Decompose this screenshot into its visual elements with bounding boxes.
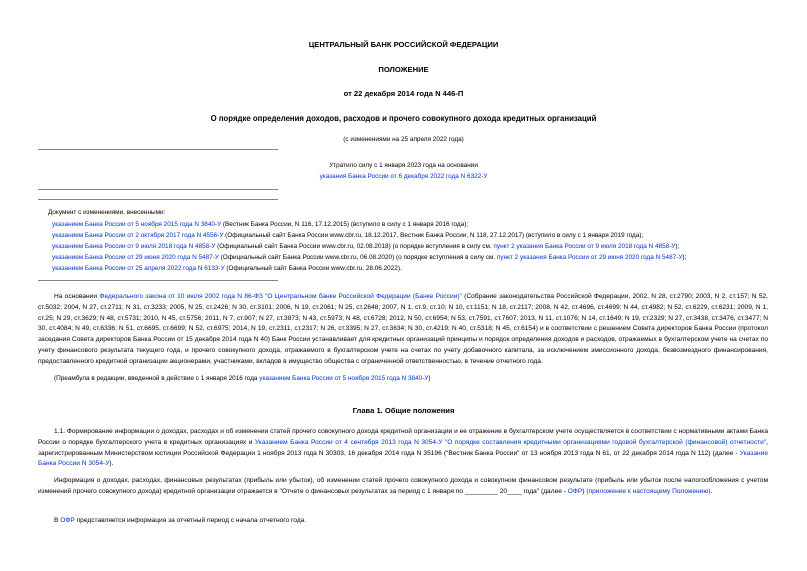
change-link[interactable]: указанием Банка России от 29 июня 2020 года N 5487-У [52, 254, 219, 261]
instruction-3054-short-link[interactable]: Указание Банка России N 3054-У [38, 449, 768, 468]
document-date-number: от 22 декабря 2014 года N 446-П [343, 89, 464, 98]
expired-link[interactable]: указания Банка России от 6 декабря 2022 года N 6322-У [319, 173, 488, 180]
change-link[interactable]: указанием Банка России от 2 октября 2017 года N 4556-У [52, 232, 224, 239]
instruction-3054-link[interactable]: Указанием Банка России от 4 сентября 2013 года N 3054-У "О порядке составления кредитными организациями годовой бухгалтерской (финансовой) отчетности" [254, 438, 767, 446]
expired-text: Утратило силу с 1 января 2023 года на основании [329, 162, 478, 169]
changes-intro: Документ с изменениями, внесенными: [48, 209, 166, 216]
divider [38, 149, 278, 150]
change-item: указанием Банка России от 2 октября 2017 года N 4556-У (Официальный сайт Банка России www.cbr.ru, 18.12.2017, Вестник Банка России, N 118, 27.12.2017) (вступило в силу с 1 января 2019 года); [52, 232, 644, 239]
change-link[interactable]: указанием Банка России от 5 ноября 2015 года N 3840-У [52, 221, 222, 228]
change-item: указанием Банка России от 25 апреля 2022 года N 6133-У (Официальный сайт Банка России www.cbr.ru, 28.06.2022). [52, 265, 402, 272]
bank-name: ЦЕНТРАЛЬНЫЙ БАНК РОССИЙСКОЙ ФЕДЕРАЦИИ [308, 40, 499, 49]
ofr-paragraph: Информация о доходах, расходах, финансовых результатах (прибыль или убыток), об изменении статей прочего совокупного дохода и совокупном финансовом результате (прибыль или убыток после налогообложения с учетом изменений прочего совокупного дохода) кредитной организации отражается в "Отчете о финансовых результатах за период с 1 января по _________ 20____ года" (далее - ОФР) (приложение к настоящему Положению). [38, 477, 768, 495]
document-title: О порядке определения доходов, расходов и прочего совокупного дохода кредитных организаций [210, 114, 597, 123]
divider [38, 189, 278, 190]
change-item: указанием Банка России от 29 июня 2020 года N 5487-У (Официальный сайт Банка России www.cbr.ru, 06.08.2020) (о порядке вступления в силу см. пункт 2 указания Банка России от 29 июня 2020 года N 5487-У); [52, 254, 687, 261]
change-item: указанием Банка России от 9 июля 2018 года N 4858-У (Официальный сайт Банка России www.cbr.ru, 02.08.2018) (о порядке вступления в силу см. пункт 2 указания Банка России от 9 июля 2018 года N 4858-У); [52, 243, 680, 250]
change-point-link[interactable]: пункт 2 указания Банка России от 9 июля 2018 года N 4858-У [493, 243, 676, 250]
change-item: указанием Банка России от 5 ноября 2015 года N 3840-У (Вестник Банка России, N 116, 17.12.2015) (вступило в силу с 1 января 2016 года); [52, 221, 469, 228]
ofr-link[interactable]: ОФР [567, 487, 583, 495]
appendix-link[interactable]: (приложение к настоящему Положению) [586, 487, 711, 495]
federal-law-link[interactable]: Федерального закона от 10 июля 2002 года N 86-ФЗ "О Центральном банке Российской Федерации (Банке России)" [99, 293, 462, 300]
change-point-link[interactable]: пункт 2 указания Банка России от 29 июня 2020 года N 5487-У [496, 254, 683, 261]
ofr-period-paragraph: В ОФР представляется информация за отчетный период с начала отчетного года. [54, 517, 307, 524]
revision-note: (с изменениями на 25 апреля 2022 года) [343, 136, 464, 143]
document-type: ПОЛОЖЕНИЕ [378, 65, 429, 74]
ofr-link[interactable]: ОФР [60, 517, 75, 524]
change-link[interactable]: указанием Банка России от 25 апреля 2022 года N 6133-У [52, 265, 225, 272]
divider [38, 280, 278, 281]
divider [38, 199, 278, 200]
clause-1-1: 1.1. Формирование информации о доходах, расходах и об изменении статей прочего совокупного дохода кредитной организации и ее отражение в бухгалтерском учете осуществляется в соответствии с нормативными актами Банка России о порядке бухгалтерского учета в кредитных организациях и Указанием Банка России от 4 сентября 2013 года N 3054-У "О порядке составления кредитными организациями годовой бухгалтерской (финансовой) отчетности", зарегистрированным Министерством юстиции Российской Федерации 1 ноября 2013 года N 30303, 16 декабря 2014 года N 35196 ("Вестник Банка России" от 13 ноября 2013 года N 61, от 22 декабря 2014 года N 112) (далее - Указание Банка России N 3054-У). [38, 428, 768, 468]
preamble-paragraph: На основании Федерального закона от 10 июля 2002 года N 86-ФЗ "О Центральном банке Российской Федерации (Банке России)" (Собрание законодательства Российской Федерации, 2002, N 28, ст.2790; 2003, N 2, ст.157; N 52, ст.5032; 2004, N 27, ст.2711; N 31, ст.3233; 2005, N 25, ст.2426; N 30, ст.3101; 2006, N 19, ст.2061; N 25, ст.2648; 2007, N 1, ст.9, ст.10; N 10, ст.1151; N 18, ст.2117; 2008, N 42, ст.4696, ст.4699; N 44, ст.4982; N 52, ст.6229, ст.6231; 2009, N 1, ст.25; N 29, ст.3629; N 48, ст.5731; 2010, N 45, ст.5756; 2011, N 7, ст.907; N 27, ст.3873; N 43, ст.5973; N 48, ст.6728; 2012, N 50, ст.6954; N 53, ст.7591, ст.7607; 2013, N 11, ст.1076; N 14, ст.1649; N 19, ст.2329; N 27, ст.3438, ст.3476, ст.3477; N 30, ст.4084; N 49, ст.6336; N 51, ст.6695, ст.6699; N 52, ст.6975; 2014, N 19, ст.2311, ст.2317; N 26, ст.3395; N 27, ст.3634; N 30, ст.4219; N 40, ст.5318; N 45, ст.6154) и в соответствии с решением Совета директоров Банка России (протокол заседания Совета директоров Банка России от 15 декабря 2014 года N 40) Банк России устанавливает для кредитных организаций принципы и порядок определения доходов и расходов, отражаемых в бухгалтерском учете на счетах по учету финансового результата текущего года, и прочего совокупного дохода, отражаемого в бухгалтерском учете на счетах по учету добавочного капитала, за исключением эмиссионного дохода, безвозмездного финансирования, предоставленного кредитной организации акционерами, участниками, вкладов в имущество общества с ограниченной ответственностью, в течение отчетного года. [38, 293, 768, 365]
change-link[interactable]: указанием Банка России от 9 июля 2018 года N 4858-У [52, 243, 216, 250]
chapter-title: Глава 1. Общие положения [352, 406, 455, 415]
preamble-note-link[interactable]: указанием Банка России от 5 ноября 2015 года N 3840-У [259, 375, 429, 382]
preamble-note: (Преамбула в редакции, введенной в действие с 1 января 2016 года указанием Банка России от 5 ноября 2015 года N 3840-У) [54, 375, 431, 382]
